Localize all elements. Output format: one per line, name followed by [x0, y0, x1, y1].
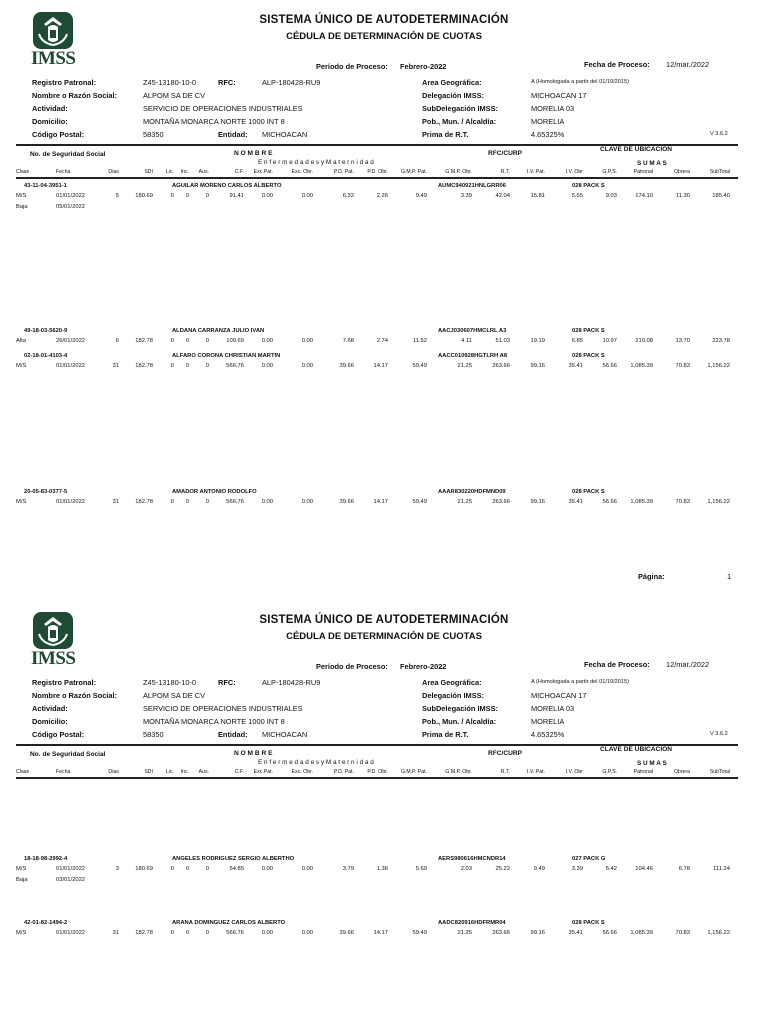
employee-cell: 1,156.22 [707, 930, 730, 936]
employee-name: AGUILAR MORENO CARLOS ALBERTO [172, 183, 282, 189]
domicilio-label: Domicilio: [32, 117, 68, 126]
employee-cell: 0.00 [301, 930, 313, 936]
col-header-12: G.M.P. Pat. [400, 169, 427, 175]
employee-cell: 3 [115, 866, 119, 872]
document-title: SISTEMA ÚNICO DE AUTODETERMINACIÓN [259, 14, 509, 26]
col-header-11: P.D. Obr. [367, 769, 388, 775]
col-header-8: Exc.Pat. [253, 769, 273, 775]
employee-cell: 56.66 [602, 930, 617, 936]
employee-cell: 15.81 [530, 193, 545, 199]
col-header-4: Lic. [165, 169, 174, 175]
process-date-value: 12/mar./2022 [666, 660, 710, 669]
document-title: SISTEMA ÚNICO DE AUTODETERMINACIÓN [259, 614, 509, 626]
rfc-value: ALP-180428-RU9 [262, 678, 321, 687]
employee-cell: 263.66 [492, 930, 510, 936]
col-header-20: SubTotal [709, 769, 730, 775]
employee-cell: 1,156.22 [707, 363, 730, 369]
actividad-value: SERVICIO DE OPERACIONES INDUSTRIALES [143, 104, 303, 113]
col-header-10: P.D. Pat. [333, 169, 354, 175]
employee-rfc: AACC010928HGTLRH A8 [438, 353, 508, 359]
version-label: V 3.6.2 [710, 731, 728, 737]
document-subtitle: CÉDULA DE DETERMINACIÓN DE CUOTAS [286, 31, 482, 42]
employee-cell: 9.49 [415, 193, 427, 199]
employee-rfc: AADC820916HDFRMR04 [438, 920, 506, 926]
employee-cell: Baja [16, 877, 28, 883]
employee-cell: 5.69 [415, 866, 427, 872]
entidad-value: MICHOACAN [262, 730, 308, 739]
employee-clave: 027 PACK G [572, 856, 606, 862]
col-nss-header: No. de Seguridad Social [30, 751, 106, 758]
employee-nss: 18-18-98-2992-4 [24, 856, 68, 862]
registro-value: Z45-13180-10-0 [143, 678, 197, 687]
col-nss-header: No. de Seguridad Social [30, 151, 106, 158]
employee-cell: M/S [16, 866, 27, 872]
employee-cell: 19.19 [530, 338, 545, 344]
employee-cell: 0.00 [261, 499, 273, 505]
col-header-15: I.V. Pat. [527, 769, 545, 775]
pob-value: MORELIA [531, 717, 565, 726]
col-header-3: SDI [144, 769, 153, 775]
pob-label: Pob., Mun. / Alcaldía: [422, 117, 497, 126]
prima-label: Prima de R.T. [422, 730, 469, 739]
document-subtitle: CÉDULA DE DETERMINACIÓN DE CUOTAS [286, 631, 482, 642]
employee-cell: 21.25 [457, 363, 472, 369]
col-header-2: Días [108, 169, 119, 175]
col-sumas-header: S U M A S [637, 160, 667, 167]
employee-cell: 51.03 [495, 338, 510, 344]
process-date-value: 12/mar./2022 [666, 60, 710, 69]
col-header-8: Exc.Pat. [253, 169, 273, 175]
employee-cell: 2.03 [460, 866, 472, 872]
employee-cell: 14.17 [373, 499, 388, 505]
registro-label: Registro Patronal: [32, 678, 97, 687]
employee-rfc: AAAR830220HDFMND09 [438, 489, 506, 495]
employee-rfc: AACJ030607HMCLRL A3 [438, 328, 507, 334]
employee-cell: 0 [170, 866, 174, 872]
employee-cell: 0 [170, 363, 174, 369]
imss-logo-text: IMSS [31, 648, 76, 669]
employee-cell: 0 [170, 930, 174, 936]
employee-clave: 028 PACK S [572, 353, 605, 359]
col-header-0: Clase [16, 169, 30, 175]
col-header-16: I.V. Obr [565, 169, 583, 175]
employee-cell: M/S [16, 499, 27, 505]
employee-name: ARANA DOMINGUEZ CARLOS ALBERTO [172, 920, 286, 926]
employee-cell: 05/01/2022 [56, 204, 86, 210]
col-enf-header: E n f e r m e d a d e s y M a t e r n i d a d [258, 159, 374, 166]
employee-cell: 5 [115, 193, 119, 199]
employee-cell: 0.00 [261, 338, 273, 344]
employee-cell: 566.76 [226, 499, 244, 505]
employee-cell: 59.49 [412, 499, 427, 505]
col-rfc-header: RFC/CURP [488, 150, 523, 157]
employee-rfc: AUMC940921HNLGRR06 [438, 183, 506, 189]
entidad-value: MICHOACAN [262, 130, 308, 139]
period-value: Febrero-2022 [400, 662, 447, 671]
header-rule-bottom [16, 177, 738, 179]
employee-cell: 0.00 [261, 930, 273, 936]
employee-cell: 0 [205, 866, 209, 872]
area-value: A (Homologada a partir del 01/10/2015) [531, 79, 629, 85]
col-header-17: G.P.S. [602, 769, 617, 775]
actividad-label: Actividad: [32, 704, 68, 713]
employee-cell: 0.00 [261, 363, 273, 369]
employee-cell: 0 [205, 338, 209, 344]
employee-cell: 39.66 [339, 930, 354, 936]
employee-cell: 11.52 [412, 338, 427, 344]
area-label: Area Geográfica: [422, 678, 482, 687]
col-header-7: C.F. [234, 169, 244, 175]
nombre-value: ALPOM SA DE CV [143, 91, 206, 100]
employee-cell: 210.08 [635, 338, 653, 344]
pob-label: Pob., Mun. / Alcaldía: [422, 717, 497, 726]
employee-cell: 180.69 [135, 866, 153, 872]
employee-cell: 31 [112, 499, 119, 505]
employee-clave: 028 PACK S [572, 489, 605, 495]
employee-nss: 20-05-83-0377-5 [24, 489, 68, 495]
employee-cell: 01/01/2022 [56, 499, 86, 505]
page-2 [0, 600, 768, 1024]
col-rfc-header: RFC/CURP [488, 750, 523, 757]
col-header-5: Inc. [180, 169, 189, 175]
employee-cell: 56.66 [602, 499, 617, 505]
employee-cell: 1,085.39 [630, 363, 653, 369]
col-header-0: Clase [16, 769, 30, 775]
employee-cell: 0 [185, 363, 189, 369]
rfc-label: RFC: [218, 678, 236, 687]
pob-value: MORELIA [531, 117, 565, 126]
col-header-7: C.F. [234, 769, 244, 775]
col-clave-header: CLAVE DE UBICACIÓN [600, 746, 673, 753]
period-label: Período de Proceso: [316, 662, 388, 671]
col-enf-header: E n f e r m e d a d e s y M a t e r n i d a d [258, 759, 374, 766]
col-header-11: P.D. Obr. [367, 169, 388, 175]
period-label: Período de Proceso: [316, 62, 388, 71]
employee-cell: 1,156.22 [707, 499, 730, 505]
employee-cell: 263.66 [492, 499, 510, 505]
employee-cell: 0 [185, 193, 189, 199]
employee-cell: 2.74 [376, 338, 388, 344]
employee-clave: 028 PACK S [572, 328, 605, 334]
employee-cell: 109.69 [226, 338, 244, 344]
employee-cell: 9.49 [533, 866, 545, 872]
actividad-label: Actividad: [32, 104, 68, 113]
employee-cell: M/S [16, 363, 27, 369]
subdelegacion-label: SubDelegación IMSS: [422, 104, 498, 113]
employee-cell: M/S [16, 193, 27, 199]
employee-cell: 6 [115, 338, 119, 344]
employee-cell: 0 [185, 866, 189, 872]
rfc-value: ALP-180428-RU9 [262, 78, 321, 87]
employee-cell: 99.16 [530, 363, 545, 369]
col-header-9: Exc. Obr. [291, 169, 313, 175]
rfc-label: RFC: [218, 78, 236, 87]
domicilio-value: MONTAÑA MONARCA NORTE 1000 INT 8 [143, 117, 285, 126]
col-clave-header: CLAVE DE UBICACIÓN [600, 146, 673, 153]
col-header-20: SubTotal [709, 169, 730, 175]
subdelegacion-value: MORELIA 03 [531, 704, 575, 713]
prima-label: Prima de R.T. [422, 130, 469, 139]
pagina-value: 1 [727, 572, 732, 581]
pagina-label: Página: [638, 572, 665, 581]
employee-cell: 4.11 [461, 338, 472, 344]
employee-cell: 10.97 [602, 338, 617, 344]
employee-cell: 25.22 [495, 866, 510, 872]
col-header-9: Exc. Obr. [291, 769, 313, 775]
employee-cell: 9.03 [605, 193, 617, 199]
subdelegacion-value: MORELIA 03 [531, 104, 575, 113]
employee-name: ANGELES RODRIGUEZ SERGIO ALBERTHO [172, 856, 295, 862]
employee-cell: 0.00 [301, 499, 313, 505]
employee-cell: 26/01/2022 [56, 338, 86, 344]
employee-name: ALFARO CORONA CHRISTIAN MARTIN [172, 353, 281, 359]
employee-cell: 5.42 [605, 866, 617, 872]
employee-cell: 111.24 [713, 866, 730, 872]
registro-label: Registro Patronal: [32, 78, 97, 87]
employee-cell: 3.39 [571, 866, 583, 872]
delegacion-value: MICHOACAN 17 [531, 91, 587, 100]
col-header-18: Patronal [633, 169, 653, 175]
employee-name: ALDANA CARRANZA JULIO IVAN [172, 328, 265, 334]
period-value: Febrero-2022 [400, 62, 447, 71]
employee-cell: 0.00 [301, 363, 313, 369]
col-header-2: Días [108, 769, 119, 775]
employee-cell: 0 [170, 193, 174, 199]
clipped-row [20, 381, 720, 384]
employee-cell: 223.78 [712, 338, 730, 344]
cp-value: 58350 [143, 130, 164, 139]
employee-cell: 0 [170, 338, 174, 344]
area-label: Area Geográfica: [422, 78, 482, 87]
employee-cell: 0.00 [261, 193, 273, 199]
employee-cell: 70.83 [675, 363, 690, 369]
col-header-4: Lic. [165, 769, 174, 775]
employee-cell: 59.49 [412, 363, 427, 369]
employee-cell: 0.00 [301, 193, 313, 199]
employee-rfc: AERS980616HMCNDR14 [438, 856, 506, 862]
employee-cell: 99.16 [530, 930, 545, 936]
employee-cell: 2.26 [376, 193, 388, 199]
version-label: V 3.6.2 [710, 131, 728, 137]
employee-cell: 14.17 [373, 930, 388, 936]
employee-cell: 0.00 [261, 866, 273, 872]
process-date-label: Fecha de Proceso: [584, 60, 650, 69]
employee-cell: 1,085.39 [630, 930, 653, 936]
col-header-3: SDI [144, 169, 153, 175]
col-header-14: R.T. [500, 769, 510, 775]
employee-cell: 263.66 [492, 363, 510, 369]
employee-cell: 42.04 [495, 193, 510, 199]
employee-cell: 1.36 [376, 866, 388, 872]
col-header-16: I.V. Obr [565, 769, 583, 775]
actividad-value: SERVICIO DE OPERACIONES INDUSTRIALES [143, 704, 303, 713]
employee-cell: 104.46 [635, 866, 653, 872]
col-nombre-header: N O M B R E [234, 750, 273, 757]
employee-cell: 6.32 [342, 193, 354, 199]
employee-cell: M/S [16, 930, 27, 936]
employee-cell: Alta [16, 338, 26, 344]
employee-cell: 56.66 [602, 363, 617, 369]
delegacion-label: Delegación IMSS: [422, 691, 485, 700]
employee-cell: 03/01/2022 [56, 877, 86, 883]
employee-cell: 182.78 [135, 499, 153, 505]
entidad-label: Entidad: [218, 730, 248, 739]
nombre-label: Nombre o Razón Social: [32, 91, 118, 100]
clipped-row [20, 222, 720, 225]
imss-logo-text: IMSS [31, 48, 76, 69]
employee-cell: 70.83 [675, 930, 690, 936]
col-header-19: Obrera [673, 769, 690, 775]
registro-value: Z45-13180-10-0 [143, 78, 197, 87]
employee-cell: 0 [205, 930, 209, 936]
employee-cell: 39.66 [339, 363, 354, 369]
employee-cell: 182.78 [135, 930, 153, 936]
col-header-1: Fecha [56, 769, 71, 775]
employee-cell: 01/01/2022 [56, 930, 86, 936]
employee-cell: 99.16 [530, 499, 545, 505]
employee-cell: 39.66 [339, 499, 354, 505]
employee-nss: 49-18-03-5620-9 [24, 328, 68, 334]
employee-cell: 6.85 [571, 338, 583, 344]
employee-cell: 7.68 [342, 338, 354, 344]
col-header-5: Inc. [180, 769, 189, 775]
process-date-label: Fecha de Proceso: [584, 660, 650, 669]
employee-cell: 5.65 [571, 193, 583, 199]
employee-cell: 0 [205, 193, 209, 199]
employee-cell: 11.30 [675, 193, 690, 199]
header-rule-bottom [16, 777, 738, 779]
col-header-1: Fecha [56, 169, 71, 175]
employee-cell: 0 [185, 930, 189, 936]
employee-cell: 1,085.39 [630, 499, 653, 505]
employee-cell: 14.17 [373, 363, 388, 369]
col-nombre-header: N O M B R E [234, 150, 273, 157]
col-header-14: R.T. [500, 169, 510, 175]
employee-nss: 02-18-01-4103-4 [24, 353, 68, 359]
nombre-value: ALPOM SA DE CV [143, 691, 206, 700]
prima-value: 4.65325% [531, 130, 565, 139]
prima-value: 4.65325% [531, 730, 565, 739]
employee-cell: 182.78 [135, 363, 153, 369]
cp-label: Código Postal: [32, 130, 85, 139]
employee-cell: 59.49 [412, 930, 427, 936]
employee-name: AMADOR ANTONIO RODOLFO [172, 489, 257, 495]
employee-cell: 0.00 [301, 338, 313, 344]
col-header-12: G.M.P. Pat. [400, 769, 427, 775]
area-value: A (Homologada a partir del 01/10/2015) [531, 679, 629, 685]
employee-clave: 028 PACK S [572, 920, 605, 926]
employee-cell: 0 [205, 363, 209, 369]
col-header-6: Aus. [198, 169, 209, 175]
employee-cell: 35.41 [568, 499, 583, 505]
employee-cell: 21.25 [457, 499, 472, 505]
employee-cell: 70.83 [675, 499, 690, 505]
employee-cell: Baja [16, 204, 28, 210]
employee-cell: 91.41 [229, 193, 244, 199]
employee-nss: 43-11-04-3951-1 [24, 183, 67, 189]
cp-value: 58350 [143, 730, 164, 739]
employee-cell: 182.78 [135, 338, 153, 344]
delegacion-label: Delegación IMSS: [422, 91, 485, 100]
employee-cell: 180.69 [135, 193, 153, 199]
domicilio-value: MONTAÑA MONARCA NORTE 1000 INT 8 [143, 717, 285, 726]
subdelegacion-label: SubDelegación IMSS: [422, 704, 498, 713]
employee-cell: 31 [112, 930, 119, 936]
employee-cell: 566.76 [226, 363, 244, 369]
employee-cell: 13.70 [675, 338, 690, 344]
employee-cell: 31 [112, 363, 119, 369]
employee-cell: 54.85 [229, 866, 244, 872]
col-header-18: Patronal [633, 769, 653, 775]
employee-clave: 028 PACK S [572, 183, 605, 189]
cp-label: Código Postal: [32, 730, 85, 739]
col-header-13: G.M.P. Obr. [445, 169, 472, 175]
employee-cell: 01/01/2022 [56, 193, 86, 199]
employee-nss: 42-01-82-1494-2 [24, 920, 68, 926]
col-sumas-header: S U M A S [637, 760, 667, 767]
employee-cell: 185.40 [712, 193, 730, 199]
col-header-10: P.D. Pat. [333, 769, 354, 775]
delegacion-value: MICHOACAN 17 [531, 691, 587, 700]
nombre-label: Nombre o Razón Social: [32, 691, 118, 700]
employee-cell: 6.78 [678, 866, 690, 872]
col-header-17: G.P.S. [602, 169, 617, 175]
domicilio-label: Domicilio: [32, 717, 68, 726]
col-header-15: I.V. Pat. [527, 169, 545, 175]
employee-cell: 0 [185, 499, 189, 505]
employee-cell: 35.41 [568, 930, 583, 936]
employee-cell: 35.41 [568, 363, 583, 369]
employee-cell: 0 [185, 338, 189, 344]
employee-cell: 3.39 [460, 193, 472, 199]
col-header-19: Obrera [673, 169, 690, 175]
employee-cell: 21.25 [457, 930, 472, 936]
employee-cell: 0 [205, 499, 209, 505]
employee-cell: 174.10 [635, 193, 653, 199]
col-header-6: Aus. [198, 769, 209, 775]
employee-cell: 3.79 [342, 866, 354, 872]
employee-cell: 01/01/2022 [56, 866, 86, 872]
employee-cell: 0 [170, 499, 174, 505]
entidad-label: Entidad: [218, 130, 248, 139]
employee-cell: 566.76 [226, 930, 244, 936]
employee-cell: 0.00 [301, 866, 313, 872]
col-header-13: G.M.P. Obr. [445, 769, 472, 775]
employee-cell: 01/01/2022 [56, 363, 86, 369]
